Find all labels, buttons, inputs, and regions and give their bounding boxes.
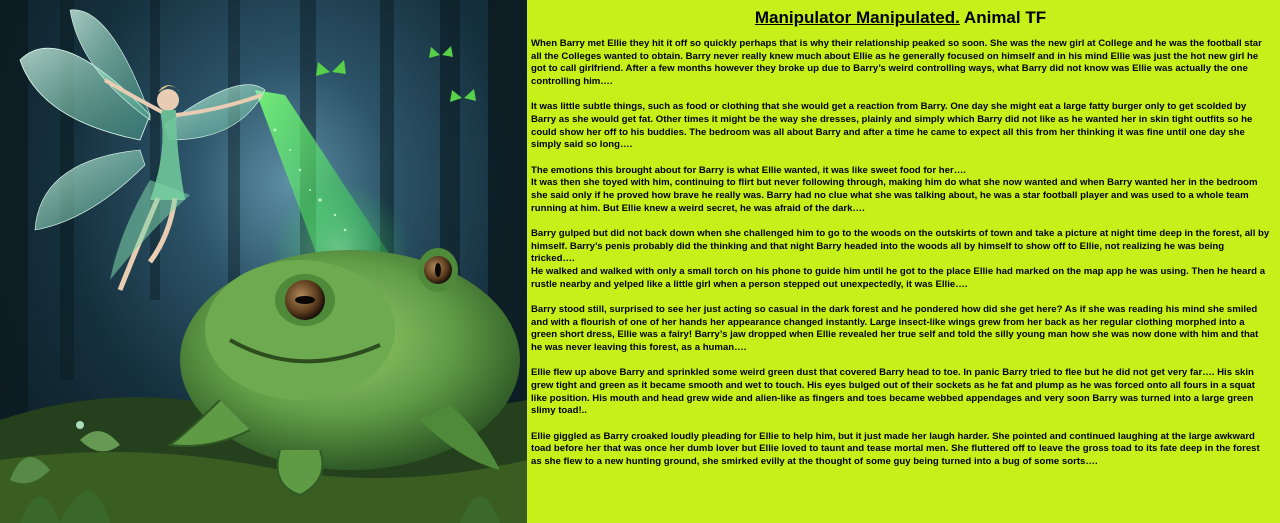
story-paragraph-6: He walked and walked with only a small torch on his phone to guide him until he got to the place Ellie had marked on the map app he was using. Then he heard a rustle nearby and yelped like a little girl when a person stepped out unexpectedly, it was Ellie….	[531, 265, 1266, 290]
story-paragraph-7: Barry stood still, surprised to see her just acting so casual in the dark forest and he pondered how did she get here? As if she was reading his mind she smiled and with a flourish of one of her hands her appearance changed instantly. Large insect-like wings grew from her back as her regular clothing morphed into a green short dress, Ellie was a fairy! Barry’s jaw dropped when Ellie revealed her true self and told the silly young man how she was now done with him and that he was never leaving this forest, as a human….	[531, 304, 1259, 353]
story-paragraph-1: When Barry met Ellie they hit it off so quickly perhaps that is why their relationship peaked so soon. She was the new girl at College and he was the football star all the Colleges wanted to obtain. Barry never really knew much about Ellie as he generally focused on himself and in his mind Ellie was just the hot new girl he got to call girlfriend. After a few months however they broke up due to Barry’s weird controlling ways, what Barry did not know was Ellie was actually the one controlling him….	[531, 38, 1262, 87]
story-paragraph-2: It was little subtle things, such as food or clothing that she would get a reaction from Barry. One day she might eat a large fatty burger only to get scolded by Barry as she would get fat. Other times it might be the way she dresses, plainly and simply which Barry did not like as he wanted her in skin tight outfits so he could show her off to his buddies. The bedroom was all about Barry and after a time he came to expect all this from her thinking it was fine until one day she simply said so long….	[531, 101, 1253, 151]
story-panel	[527, 0, 1280, 523]
title-sub: Animal TF	[959, 8, 1047, 27]
story-paragraph-8: Ellie flew up above Barry and sprinkled some weird green dust that covered Barry head to toe. In panic Barry tried to flee but he did not get very far…. His skin grew tight and green as it became smooth and wet to touch. His eyes bulged out of their sockets as he fat and plump as he was forced onto all fours in a squat like position. His mouth and head grew wide and alien-like as fingers and toes became webbed appendages and very soon Barry was turned into a large green slimy toad!..	[531, 367, 1255, 417]
story-title	[531, 8, 1270, 28]
story-paragraph-9: Ellie giggled as Barry croaked loudly pleading for Ellie to help him, but it just made her laugh harder. She pointed and continued laughing at the large awkward toad before her that was once her dumb lover but Ellie loved to taunt and tease mortal men. She fluttered off to leave the gross toad to its fate deep in the forest as she flew to a new hunting ground, she smirked evilly at the thought of some guy being turned into a bug of some sorts….	[531, 430, 1260, 468]
story-paragraph-4: It was then she toyed with him, continuing to flirt but never following through, making him do what she now wanted and when Barry wanted her in the bedroom she said only if he proved how brave he really was. Barry had no clue what she was talking about, he was a star football player and was used to a whole team running at him. But Ellie knew a weird secret, he was afraid of the dark….	[531, 177, 1258, 214]
title-main: Manipulator Manipulated.	[754, 8, 960, 27]
fairy-toad-illustration	[0, 0, 527, 523]
illustration-panel	[0, 0, 527, 523]
story-paragraph-3: The emotions this brought about for Barry is what Ellie wanted, it was like sweet food for her….	[531, 164, 966, 176]
story-paragraph-5: Barry gulped but did not back down when she challenged him to go to the woods on the outskirts of town and take a picture at night time deep in the forest, all by himself. Barry’s penis probably did the thinking and that night Barry headed into the woods all by himself to show off to Ellie, not realizing he was being tricked….	[531, 228, 1270, 265]
